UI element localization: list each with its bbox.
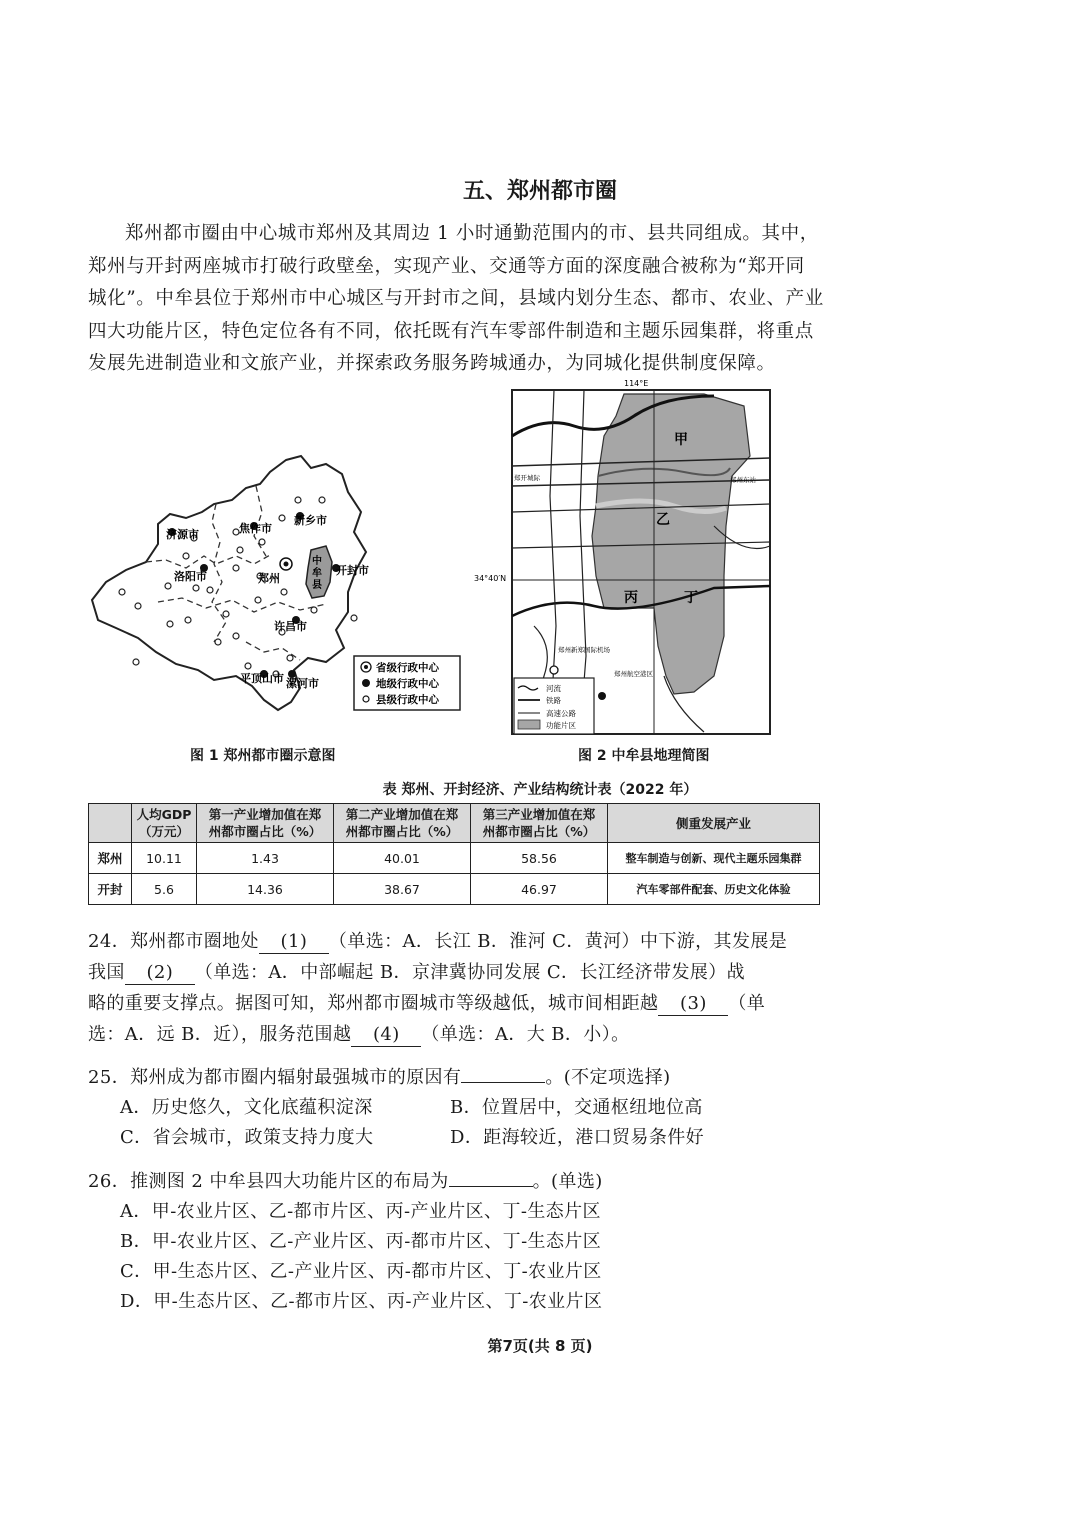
table-cell: 40.01 (334, 843, 471, 874)
option[interactable]: D．距海较近，港口贸易条件好 (450, 1127, 705, 1148)
option[interactable]: C．省会城市，政策支持力度大 (120, 1127, 374, 1148)
header-cell: 第一产业增加值在郑 州都市圈占比（%） (197, 804, 334, 843)
city-label: 洛阳市 (174, 570, 207, 583)
answer-blank[interactable]: (2) (125, 962, 195, 985)
city-label: 许昌市 (274, 620, 307, 633)
option[interactable]: B．位置居中，交通枢纽地位高 (450, 1097, 703, 1118)
table-cell: 58.56 (471, 843, 608, 874)
intro-line: 城化”。中牟县位于郑州市中心城区与开封市之间，县域内划分生态、都市、农业、产业 (88, 288, 824, 309)
place-label: 郑州航空港区 (614, 670, 653, 678)
table-cell: 郑州 (89, 843, 132, 874)
legend-label: 铁路 (546, 696, 561, 705)
page-footer: 第7页(共 8 页) (487, 1337, 593, 1355)
place-label: 郑开城际 (514, 474, 540, 482)
answer-blank[interactable] (449, 1186, 533, 1187)
zone-label: 丙 (624, 590, 638, 606)
legend-label: 县级行政中心 (376, 694, 439, 706)
figure1-map (86, 452, 466, 742)
legend-label: 省级行政中心 (376, 662, 439, 674)
place-label: 郑州东站 (730, 476, 756, 484)
intro-paragraph (88, 218, 836, 381)
intro-line: 四大功能片区，特色定位各有不同，依托既有汽车零部件制造和主题乐园集群，将重点 (88, 320, 814, 342)
city-label: 郑州 (258, 572, 280, 585)
answer-blank[interactable]: (4) (351, 1024, 421, 1047)
city-label: 平顶山市 (240, 672, 284, 685)
option[interactable]: D．甲-生态片区、乙-都市片区、丙-产业片区、丁-农业片区 (120, 1291, 603, 1312)
question-25: 25．郑州成为都市圈内辐射最强城市的原因有 。(不定项选择) A．历史悠久，文化底蕴积淀深 B．位置居中，交通枢纽地位高 C．省会城市，政策支持力度大 D．距海较近，港口贸易条件好 (88, 1062, 828, 1153)
table-row (89, 874, 820, 905)
intro-line: 郑州都市圈由中心城市郑州及其周边 1 小时通勤范围内的市、县共同组成。其中， (125, 223, 819, 244)
question-26: 26．推测图 2 中牟县四大功能片区的布局为 。(单选) A．甲-农业片区、乙-都市片区、丙-产业片区、丁-生态片区 B．甲-农业片区、乙-产业片区、丙-都市片区、丁-生态片区 C．甲-生态片区、乙-产业片区、丙-都市片区、丁-农业片区 D．甲-生态片区、乙-都市片区、丙-产业片区、丁-农业片区 (88, 1166, 828, 1317)
intro-line: 发展先进制造业和文旅产业，并探索政务服务跨城通办，为同城化提供制度保障。 (88, 353, 776, 374)
table-cell: 1.43 (197, 843, 334, 874)
zone-label: 甲 (674, 432, 688, 448)
figure1-caption: 图 1 郑州都市圈示意图 (190, 748, 336, 764)
option[interactable]: A．历史悠久，文化底蕴积淀深 (120, 1097, 373, 1118)
legend-label: 地级行政中心 (376, 678, 439, 690)
figure2-caption: 图 2 中牟县地理简图 (578, 748, 710, 764)
table-cell: 5.6 (132, 874, 197, 905)
table-cell: 10.11 (132, 843, 197, 874)
zone-label: 丁 (684, 590, 698, 606)
corner-cell (89, 804, 132, 843)
city-label: 开封市 (336, 564, 369, 577)
stats-table (88, 803, 820, 905)
table-cell: 38.67 (334, 874, 471, 905)
option[interactable]: B．甲-农业片区、乙-产业片区、丙-都市片区、丁-生态片区 (120, 1231, 602, 1252)
table-row (89, 843, 820, 874)
county-label-3: 县 (312, 580, 322, 591)
figure1-legend (354, 656, 460, 710)
latitude-label: 34°40′N (474, 574, 507, 583)
option[interactable]: A．甲-农业片区、乙-都市片区、丙-产业片区、丁-生态片区 (120, 1201, 601, 1222)
intro-line: 郑州与开封两座城市打破行政壁垒，实现产业、交通等方面的深度融合被称为“郑开同 (88, 255, 805, 277)
header-cell: 侧重发展产业 (608, 804, 820, 843)
legend-label: 功能片区 (546, 721, 576, 730)
county-label-2: 牟 (312, 568, 322, 579)
county-label-1: 中 (312, 556, 322, 567)
answer-blank[interactable] (461, 1082, 545, 1083)
answer-blank[interactable]: (1) (259, 931, 329, 954)
city-label: 漯河市 (286, 677, 319, 690)
option[interactable]: C．甲-生态片区、乙-产业片区、丙-都市片区、丁-农业片区 (120, 1261, 602, 1282)
city-label: 焦作市 (239, 522, 272, 535)
table-cell: 46.97 (471, 874, 608, 905)
city-label: 济源市 (166, 528, 199, 541)
table-cell: 整车制造与创新、现代主题乐园集群 (608, 843, 820, 874)
header-cell: 第二产业增加值在郑 州都市圈占比（%） (334, 804, 471, 843)
longitude-label: 114°E (624, 379, 649, 388)
answer-blank[interactable]: (3) (658, 993, 728, 1016)
table-title: 表 郑州、开封经济、产业结构统计表（2022 年） (382, 782, 698, 798)
city-label: 新乡市 (294, 514, 327, 527)
zone-label: 乙 (656, 512, 670, 528)
legend-label: 河流 (546, 684, 561, 693)
header-cell: 第三产业增加值在郑 州都市圈占比（%） (471, 804, 608, 843)
figure2-legend (514, 678, 594, 734)
table-cell: 开封 (89, 874, 132, 905)
figure2-map (474, 376, 778, 738)
table-cell: 汽车零部件配套、历史文化体验 (608, 874, 820, 905)
section-title: 五、郑州都市圈 (462, 179, 617, 204)
table-cell: 14.36 (197, 874, 334, 905)
question-24: 24．郑州都市圈地处 (1) （单选：A．长江 B．淮河 C．黄河）中下游，其发展是 我国 (2) （单选：A．中部崛起 B．京津冀协同发展 C．长江经济带发展）战 略的重要支撑点。据图可知，郑州都市圈城市等级越低，城市间相距越 (3) （单 选：A．远 B．近），服务范围越 (4) （单选：A．大 B．小）。 (88, 931, 788, 1045)
table-header-row (89, 804, 820, 843)
header-cell: 人均GDP （万元） (132, 804, 197, 843)
place-label: 郑州新郑国际机场 (558, 646, 610, 654)
legend-label: 高速公路 (546, 709, 576, 718)
